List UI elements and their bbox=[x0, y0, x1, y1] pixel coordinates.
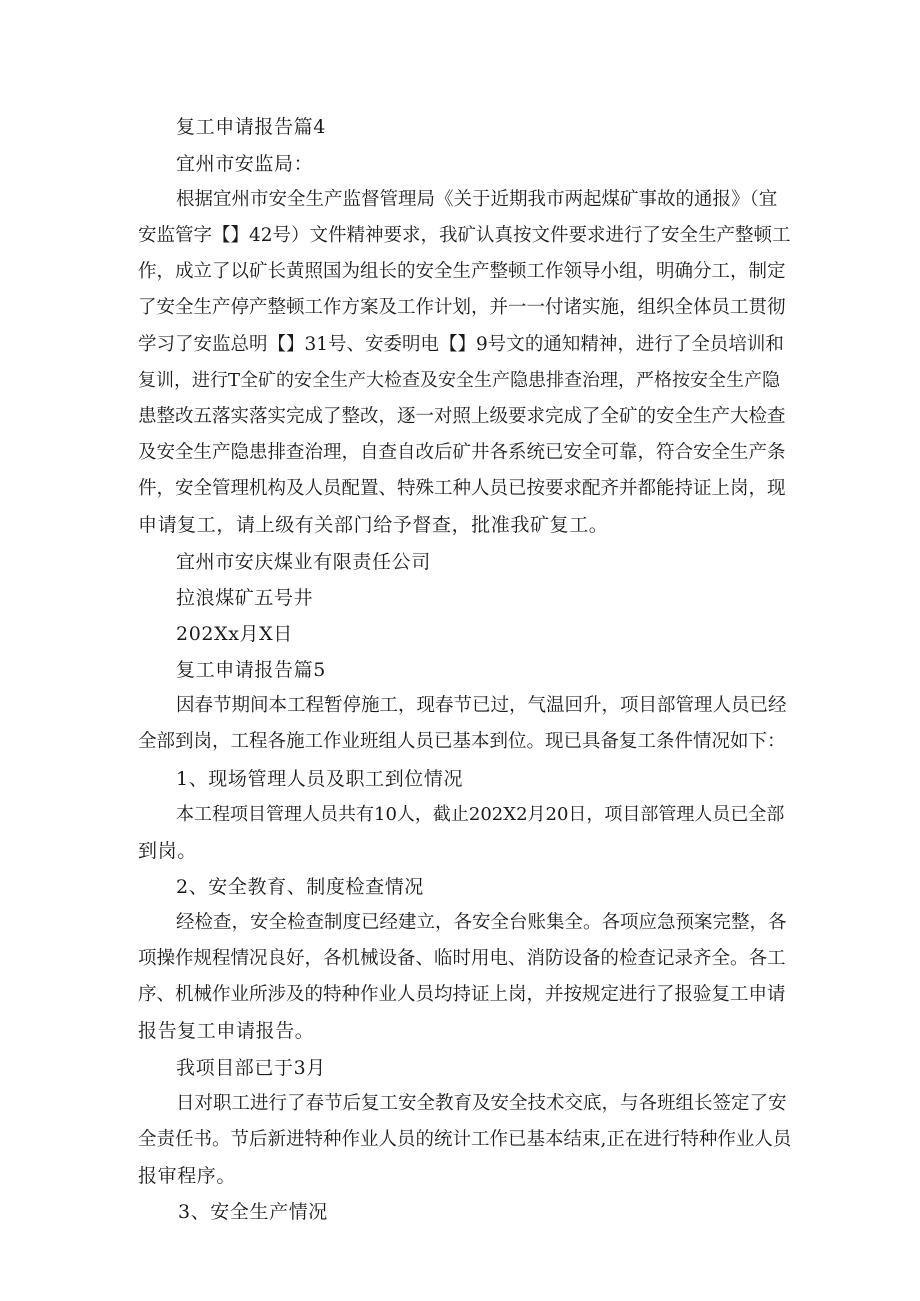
paragraph-line: 复训，进行T全矿的安全生产大检查及安全生产隐患排查治理，严格按安全生产隐 bbox=[138, 370, 781, 391]
paragraph-line: 项操作规程情况良好，各机械设备、临时用电、消防设备的检查记录齐全。各工 bbox=[138, 948, 786, 969]
paragraph-line: 安监管字【】42号）文件精神要求，我矿认真按文件要求进行了安全生产整顿工 bbox=[138, 225, 791, 246]
paragraph-line: 我项目部已于3月 bbox=[176, 1057, 326, 1079]
paragraph-line: 经检查，安全检查制度已经建立，各安全台账集全。各项应急预案完整，各 bbox=[176, 912, 787, 933]
paragraph-line: 报审程序。 bbox=[138, 1165, 237, 1187]
paragraph-line: 全部到岗，工程各施工作业班组人员已基本到位。现已具备复工条件情况如下： bbox=[138, 731, 786, 752]
paragraph-line: 日对职工进行了春节后复工安全教育及安全技术交底，与各班组长签定了安 bbox=[176, 1093, 787, 1114]
paragraph-line: 了安全生产停产整顿工作方案及工作计划，并一一付诸实施，组织全体员工贯彻 bbox=[138, 297, 786, 318]
paragraph-line: 本工程项目管理人员共有10人，截止202X2月20日，项目部管理人员已全部 bbox=[176, 804, 785, 825]
paragraph-line: 序、机械作业所涉及的特种作业人员均持证上岗，并按规定进行了报验复工申请 bbox=[138, 984, 786, 1005]
paragraph-line: 因春节期间本工程暂停施工，现春节已过，气温回升，项目部管理人员已经 bbox=[176, 695, 787, 716]
paragraph-line: 及安全生产隐患排查治理，自查自改后矿井各系统已安全可靠，符合安全生产条 bbox=[138, 442, 786, 463]
paragraph-line: 全责任书。节后新进特种作业人员的统计工作已基本结束,正在进行特种作业人员 bbox=[138, 1129, 792, 1150]
paragraph-line: 作，成立了以矿长黄照国为组长的安全生产整顿工作领导小组，明确分工，制定 bbox=[138, 261, 786, 282]
subheading-2: 2、安全教育、制度检查情况 bbox=[176, 876, 424, 898]
signature-mine: 拉浪煤矿五号井 bbox=[176, 587, 314, 609]
paragraph-line: 根据宜州市安全生产监督管理局《关于近期我市两起煤矿事故的通报》（宜 bbox=[176, 189, 778, 210]
paragraph-line: 学习了安监总明【】31号、安委明电【】9号文的通知精神，进行了全员培训和 bbox=[138, 334, 784, 355]
paragraph-line: 患整改五落实落实完成了整改，逐一对照上级要求完成了全矿的安全生产大检查 bbox=[138, 406, 786, 427]
section-heading-5: 复工申请报告篇5 bbox=[176, 659, 326, 681]
section-heading-4: 复工申请报告篇4 bbox=[176, 116, 326, 138]
subheading-1: 1、现场管理人员及职工到位情况 bbox=[176, 768, 464, 790]
signature-date: 202Xx月X日 bbox=[176, 623, 293, 645]
subheading-3: 3、安全生产情况 bbox=[178, 1201, 328, 1223]
signature-company: 宜州市安庆煤业有限责任公司 bbox=[176, 551, 431, 573]
paragraph-line: 报告复工申请报告。 bbox=[138, 1020, 315, 1042]
paragraph-line: 申请复工，请上级有关部门给予督查，批准我矿复工。 bbox=[138, 514, 609, 536]
paragraph-line: 件，安全管理机构及人员配置、特殊工种人员已按要求配齐并都能持证上岗，现 bbox=[138, 478, 786, 499]
paragraph-line: 到岗。 bbox=[138, 840, 197, 862]
addressee: 宜州市安监局： bbox=[176, 153, 314, 175]
